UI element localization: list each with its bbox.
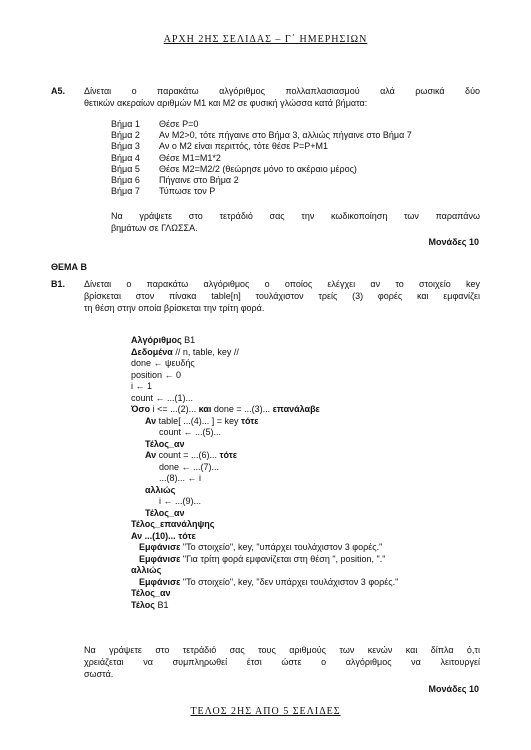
step-text: Πήγαινε στο Βήμα 2 <box>159 175 239 186</box>
algo-line <box>131 554 398 566</box>
code-text: "Το στοιχείο", key, "δεν υπάρχει τουλάχιστον 3 φορές." <box>180 576 399 587</box>
keyword: επανάλαβε <box>272 404 320 414</box>
step-text: Θέσε Μ2=Μ2/2 (θεώρησε μόνο το ακέραιο μέρος) <box>159 163 357 174</box>
code-text: i <= ...(2)... <box>150 404 199 414</box>
b1-marks: Μονάδες 10 <box>428 684 479 694</box>
algorithm-listing <box>131 335 398 611</box>
theme-b-heading: ΘΕΜΑ Β <box>51 262 87 272</box>
keyword: τότε <box>219 450 238 460</box>
code-text: count = ...(6)... <box>156 450 220 460</box>
keyword: Αν <box>131 530 143 541</box>
algo-line: αλλιώς <box>145 484 176 495</box>
keyword: Αν <box>145 415 157 426</box>
step-label: Βήμα 6 <box>111 175 140 186</box>
code-text: table[ ...(4)... ] = key <box>156 415 241 426</box>
code-text: done = ...(3)... <box>211 404 273 414</box>
algo-line: done ← ...(7)... <box>159 461 220 472</box>
keyword: Όσο <box>131 404 151 414</box>
code-text: B1 <box>154 599 169 610</box>
a5-intro-line-1: Δίνεται ο παρακάτω αλγόριθμος πολλαπλασιασμού αλά ρωσικά δύο <box>84 86 480 96</box>
keyword: Εμφάνισε <box>139 553 181 564</box>
step-row <box>111 186 412 197</box>
step-row <box>111 119 412 130</box>
keyword: και <box>198 404 212 414</box>
keyword: τότε <box>240 415 259 426</box>
b1-intro-line-1: Δίνεται ο παρακάτω αλγόριθμος ο οποίος ελέγχει αν το στοιχείο key <box>84 279 480 289</box>
b1-task-line-3: σωστά. <box>84 669 114 679</box>
algo-line: i ← 1 <box>131 381 153 391</box>
keyword: Εμφάνισε <box>139 576 181 587</box>
algo-line <box>131 577 398 589</box>
step-label: Βήμα 7 <box>111 186 140 197</box>
algo-line: ...(8)... ← i <box>159 473 202 483</box>
keyword: Δεδομένα <box>131 346 173 357</box>
step-row <box>111 175 412 186</box>
b1-intro-line-2: βρίσκεται στον πίνακα table[n] τουλάχιστον τρείς (3) φορές και εμφανίζει <box>84 291 480 301</box>
a5-steps-list <box>111 119 412 197</box>
a5-intro-line-2: θετικών ακεραίων αριθμών Μ1 και Μ2 σε φυσική γλώσσα κατά βήματα: <box>84 98 368 108</box>
algo-line <box>131 531 398 543</box>
step-row <box>111 164 412 175</box>
algo-line <box>131 404 398 416</box>
code-text: "Για τρίτη φορά εμφανίζεται στη θέση ", position, "." <box>180 553 386 564</box>
code-text: // n, table, key // <box>172 346 239 357</box>
code-text: B1 <box>181 335 196 345</box>
a5-task-line-1: Να γράψετε στο τετράδιό σας την κωδικοποίηση των παραπάνω <box>111 211 480 221</box>
algo-line: αλλιώς <box>131 565 162 575</box>
step-row <box>111 130 412 141</box>
step-label: Βήμα 3 <box>111 141 140 152</box>
step-label: Βήμα 5 <box>111 163 140 174</box>
code-text: ...(10)... <box>142 530 179 541</box>
step-text: Θέσε Μ1=Μ1*2 <box>159 152 221 163</box>
step-label: Βήμα 4 <box>111 152 140 163</box>
algo-line: i ← ...(9)... <box>159 496 202 506</box>
code-text: "Το στοιχείο", key, "υπάρχει τουλάχιστον 3 φορές." <box>180 542 383 552</box>
algo-line <box>131 600 398 612</box>
keyword: Αλγόριθμος <box>131 335 182 345</box>
question-b1-label: B1. <box>51 279 66 289</box>
algo-line: Τέλος_αν <box>145 507 185 518</box>
algo-line: Τέλος_επανάληψης <box>131 519 215 529</box>
algo-line <box>131 347 398 359</box>
step-row <box>111 141 412 152</box>
step-label: Βήμα 1 <box>111 119 140 129</box>
algo-line: Τέλος_αν <box>131 588 171 598</box>
question-a5-label: A5. <box>51 86 66 96</box>
algo-line <box>131 335 398 347</box>
step-row <box>111 153 412 164</box>
algo-line: count ← ...(5)... <box>159 427 222 437</box>
keyword: Εμφάνισε <box>139 542 181 552</box>
algo-line: Τέλος_αν <box>145 438 185 449</box>
keyword: Τέλος <box>131 599 155 610</box>
algo-line <box>131 450 398 462</box>
keyword: Αν <box>145 450 157 460</box>
page-footer: ΤΕΛΟΣ 2ΗΣ ΑΠΟ 5 ΣΕΛΙΔΕΣ <box>190 706 341 717</box>
step-text: Τύπωσε τον P <box>159 186 216 197</box>
b1-task-line-1: Να γράψετε στο τετράδιό σας τους αριθμούς των κενών και δίπλα ό,τι <box>84 645 480 655</box>
algo-line <box>131 542 398 554</box>
a5-task-line-2: βημάτων σε ΓΛΩΣΣΑ. <box>111 223 198 233</box>
b1-intro-line-3: τη θέση στην οποία βρίσκεται την τρίτη φορά. <box>84 303 265 313</box>
a5-marks: Μονάδες 10 <box>428 237 479 247</box>
step-label: Βήμα 2 <box>111 130 140 141</box>
page-header: ΑΡΧΗ 2ΗΣ ΣΕΛΙΔΑΣ – Γ΄ ΗΜΕΡΗΣΙΩΝ <box>163 34 368 45</box>
algo-line <box>131 416 398 428</box>
step-text: Αν Μ2>0, τότε πήγαινε στο Βήμα 3, αλλιώς πήγαινε στο Βήμα 7 <box>159 130 412 141</box>
step-text: Αν ο Μ2 είναι περιττός, τότε θέσε P=P+M1 <box>159 141 328 152</box>
keyword: τότε <box>178 530 196 541</box>
step-text: Θέσε P=0 <box>159 119 199 129</box>
algo-line: count ← ...(1)... <box>131 392 194 403</box>
algo-line: done ← ψευδής <box>131 358 195 368</box>
algo-line: position ← 0 <box>131 369 182 380</box>
b1-task-line-2: χρειάζεται να συμπληρωθεί έτσι ώστε ο αλγόριθμος να λειτουργεί <box>84 657 480 667</box>
